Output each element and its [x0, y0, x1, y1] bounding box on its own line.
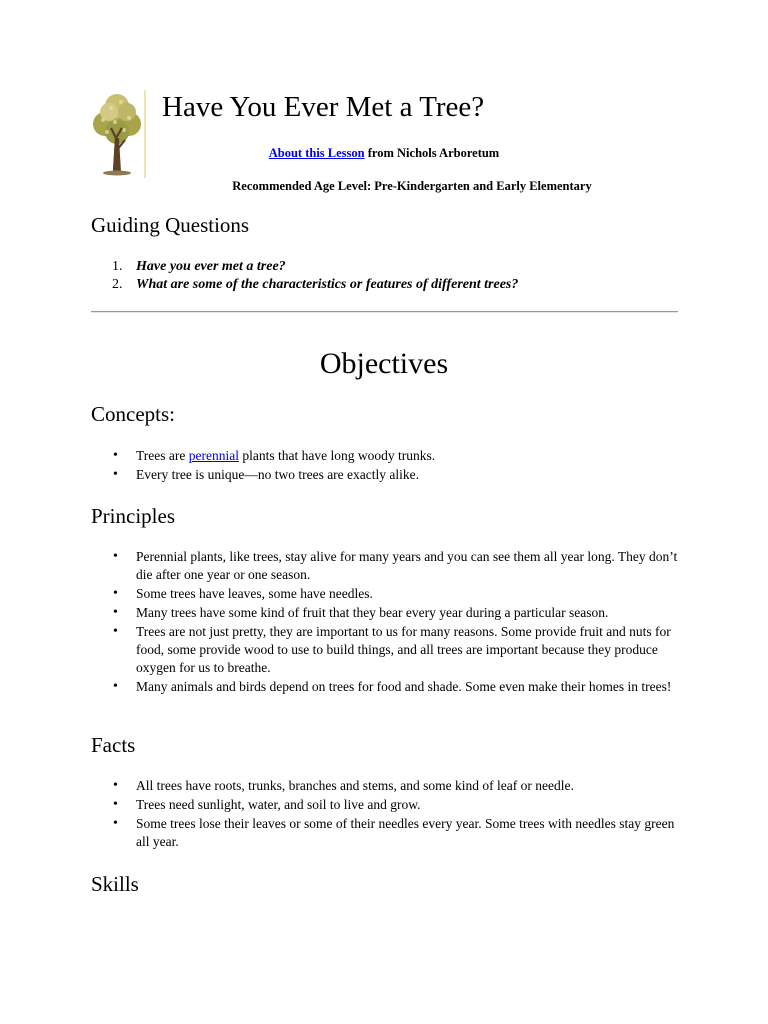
list-number: 1.: [112, 259, 123, 274]
tree-illustration: [89, 90, 149, 178]
skills-heading: Skills: [91, 872, 139, 896]
list-item: [91, 276, 518, 294]
concept-text: Every tree is unique—no two trees are exactly alike.: [136, 467, 420, 482]
question-text: What are some of the characteristics or features of different trees?: [136, 277, 519, 292]
list-item: • All trees have roots, trunks, branches and stems, and some kind of leaf or needle.: [91, 777, 681, 795]
about-line: [0, 146, 768, 161]
objectives-heading: Objectives: [319, 347, 449, 380]
horizontal-divider: [91, 311, 678, 313]
age-level-text: Recommended Age Level: Pre-Kindergarten and Early Elementary: [232, 179, 592, 193]
list-item: [91, 447, 681, 465]
list-item: [91, 258, 518, 276]
guiding-questions-heading: Guiding Questions: [91, 213, 250, 237]
facts-heading: Facts: [91, 733, 136, 757]
concept-text-post: plants that have long woody trunks.: [238, 448, 436, 463]
about-lesson-link[interactable]: About this Lesson: [268, 146, 365, 160]
question-text: Have you ever met a tree?: [136, 259, 286, 274]
list-number: 2.: [112, 277, 123, 292]
principles-list: [91, 548, 681, 697]
principles-heading: Principles: [91, 504, 175, 528]
list-item: [91, 466, 681, 484]
list-item: • Perennial plants, like trees, stay alive for many years and you can see them all year long. They don’t die after one year or one season.: [91, 548, 681, 584]
tree-icon: [89, 90, 149, 178]
list-item: • Trees need sunlight, water, and soil to live and grow.: [91, 796, 681, 814]
page-title: Have You Ever Met a Tree?: [162, 91, 485, 123]
list-item: • Many trees have some kind of fruit that they bear every year during a particular season.: [91, 604, 681, 622]
concepts-list: [91, 447, 681, 485]
list-item: • Some trees lose their leaves or some of their needles every year. Some trees with needles stay green all year.: [91, 815, 681, 851]
concepts-heading: Concepts:: [91, 402, 175, 426]
list-item: • Many animals and birds depend on trees for food and shade. Some even make their homes in trees!: [91, 678, 681, 696]
perennial-link[interactable]: perennial: [188, 448, 239, 463]
list-item: • Trees are not just pretty, they are important to us for many reasons. Some provide fruit and nuts for food, some provide wood to use to build things, and all trees are important because they produce oxygen for us to breathe.: [91, 623, 681, 677]
concept-text-pre: Trees are: [136, 448, 189, 463]
list-item: • Some trees have leaves, some have needles.: [91, 585, 681, 603]
facts-list: [91, 777, 681, 852]
about-source-text: from Nichols Arboretum: [364, 146, 500, 160]
guiding-questions-list: [91, 258, 518, 294]
